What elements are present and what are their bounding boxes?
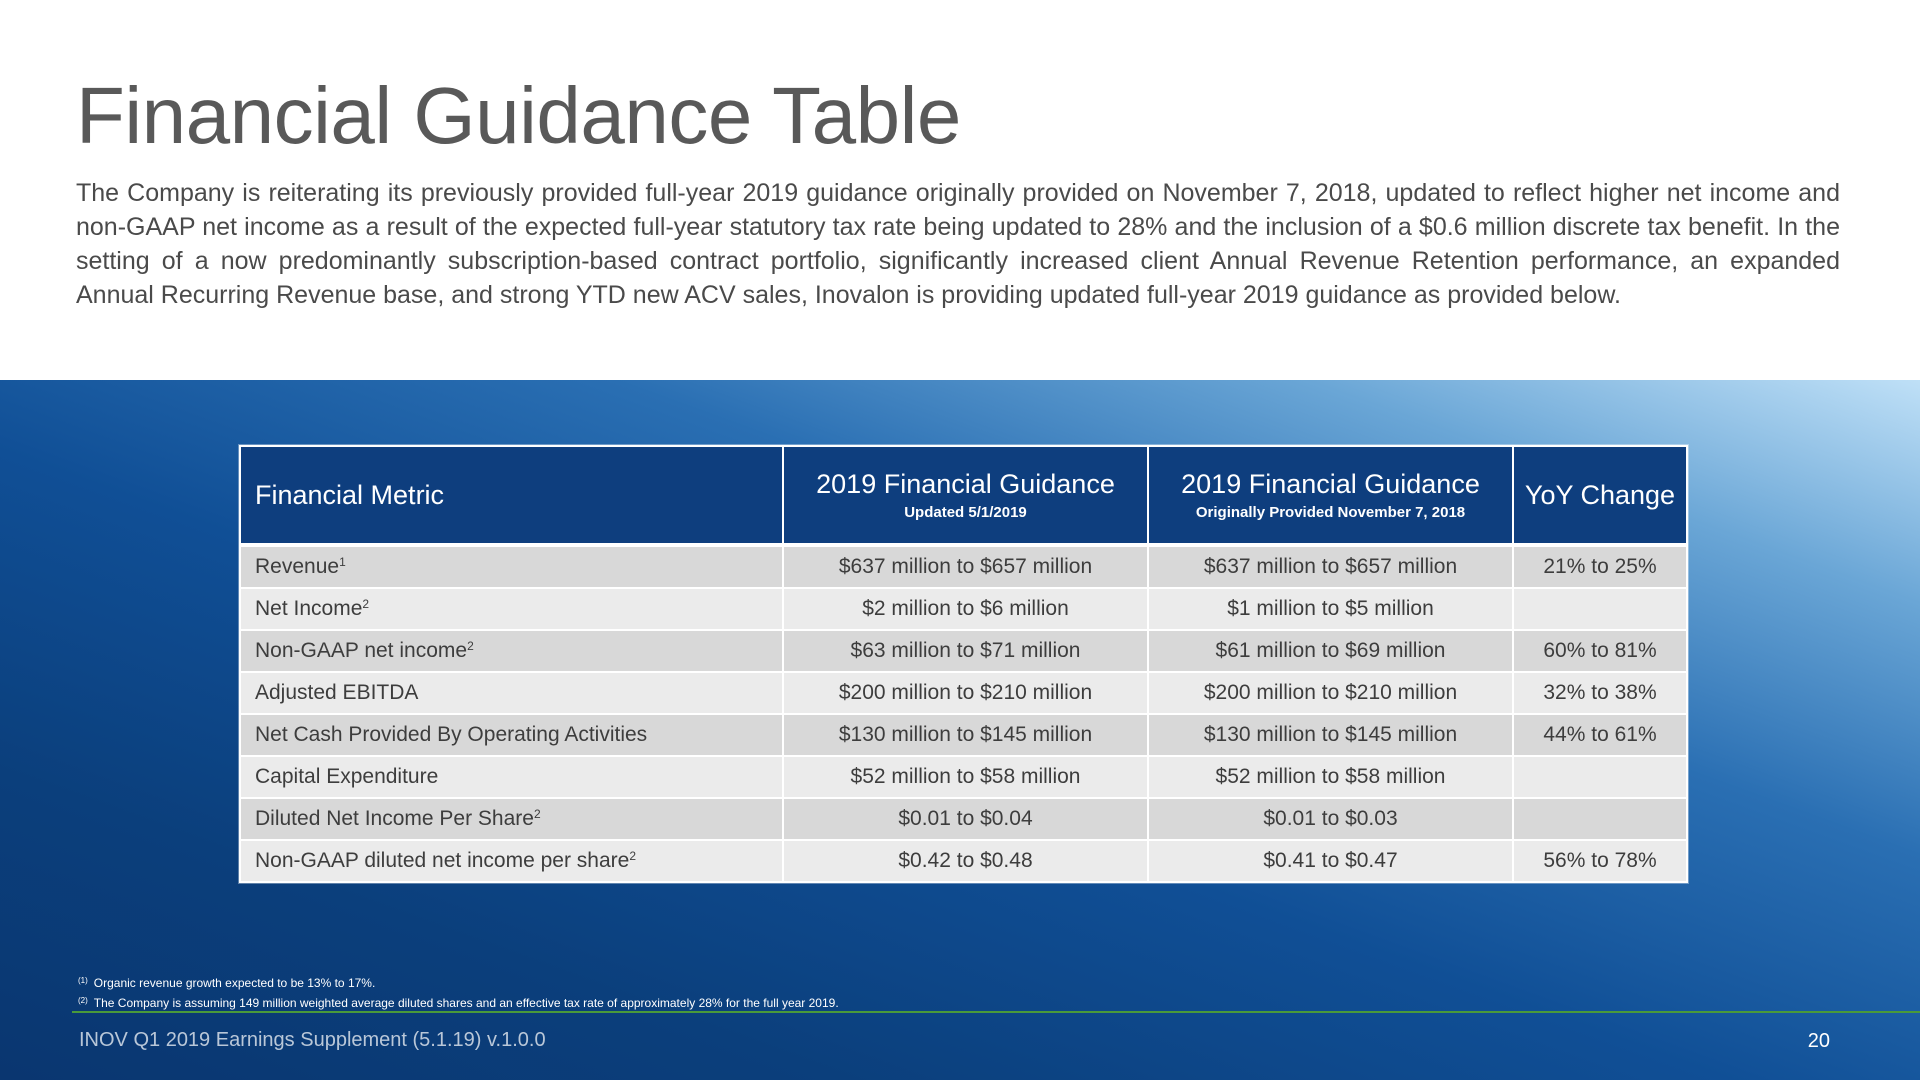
table-row: [240, 545, 1687, 588]
metric-label: Net Cash Provided By Operating Activities: [255, 723, 648, 746]
footnote-reference: 1: [339, 555, 346, 569]
header-updated-title: 2019 Financial Guidance: [816, 468, 1115, 499]
table-header-row: [240, 446, 1687, 545]
footnote-reference: 2: [362, 597, 370, 611]
metric-cell: [240, 588, 783, 630]
metric-label: Capital Expenditure: [255, 765, 439, 788]
updated-guidance-cell: $63 million to $71 million: [783, 630, 1148, 672]
updated-guidance-cell: $0.01 to $0.04: [783, 798, 1148, 840]
updated-guidance-cell: $2 million to $6 million: [783, 588, 1148, 630]
header-original-guidance: [1148, 446, 1513, 545]
updated-guidance-cell: $0.42 to $0.48: [783, 840, 1148, 882]
header-original-title: 2019 Financial Guidance: [1181, 468, 1480, 499]
footnote-1-text: Organic revenue growth expected to be 13% to 17%.: [93, 976, 376, 990]
table-row: [240, 672, 1687, 714]
header-yoy-change: [1513, 446, 1687, 545]
metric-cell: [240, 798, 783, 840]
original-guidance-cell: $61 million to $69 million: [1148, 630, 1513, 672]
table-row: [240, 588, 1687, 630]
metric-label: Revenue: [255, 555, 340, 578]
metric-cell: [240, 756, 783, 798]
table-row: [240, 756, 1687, 798]
header-original-subtitle: Originally Provided November 7, 2018: [1195, 503, 1466, 521]
table-row: [240, 840, 1687, 882]
yoy-change-cell: 44% to 61%: [1513, 714, 1687, 756]
original-guidance-cell: $0.01 to $0.03: [1148, 798, 1513, 840]
yoy-change-cell: 21% to 25%: [1513, 545, 1687, 588]
financial-guidance-table: [239, 445, 1688, 883]
footnote-1-marker: (1): [78, 976, 88, 985]
original-guidance-cell: $637 million to $657 million: [1148, 545, 1513, 588]
yoy-change-cell: 32% to 38%: [1513, 672, 1687, 714]
original-guidance-cell: $200 million to $210 million: [1148, 672, 1513, 714]
original-guidance-cell: $0.41 to $0.47: [1148, 840, 1513, 882]
table-row: [240, 798, 1687, 840]
metric-label: Non-GAAP diluted net income per share: [255, 849, 630, 872]
metric-label: Diluted Net Income Per Share: [255, 807, 534, 830]
footnotes: [78, 972, 839, 1012]
metric-label: Adjusted EBITDA: [255, 681, 419, 704]
header-financial-metric: Financial Metric: [240, 446, 783, 545]
header-updated-guidance: [783, 446, 1148, 545]
updated-guidance-cell: $637 million to $657 million: [783, 545, 1148, 588]
yoy-change-cell: 60% to 81%: [1513, 630, 1687, 672]
footnote-reference: 2: [629, 849, 637, 863]
original-guidance-cell: $1 million to $5 million: [1148, 588, 1513, 630]
footnote-1: [78, 972, 839, 992]
metric-cell: [240, 630, 783, 672]
yoy-change-cell: [1513, 756, 1687, 798]
updated-guidance-cell: $200 million to $210 million: [783, 672, 1148, 714]
yoy-change-cell: 56% to 78%: [1513, 840, 1687, 882]
updated-guidance-cell: $130 million to $145 million: [783, 714, 1148, 756]
footnote-2-text: The Company is assuming 149 million weighted average diluted shares and an effective tax rate of approximately 28% for the full year 2019.: [93, 996, 839, 1010]
yoy-change-cell: [1513, 798, 1687, 840]
table-row: [240, 714, 1687, 756]
metric-cell: [240, 672, 783, 714]
intro-paragraph: The Company is reiterating its previously provided full-year 2019 guidance originally provided on November 7, 2018, updated to reflect higher net income and non-GAAP net income as a result of the expected full-year statutory tax rate being updated to 28% and the inclusion of a $0.6 million discrete tax benefit. In the setting of a now predominantly subscription-based contract portfolio, significantly increased client Annual Revenue Retention performance, an expanded Annual Recurring Revenue base, and strong YTD new ACV sales, Inovalon is providing updated full-year 2019 guidance as provided below.: [76, 179, 1840, 309]
metric-cell: [240, 714, 783, 756]
footer-divider: [72, 1011, 1920, 1013]
original-guidance-cell: $130 million to $145 million: [1148, 714, 1513, 756]
footnote-2-marker: (2): [78, 996, 88, 1005]
footnote-reference: 2: [533, 807, 541, 821]
metric-label: Net Income: [255, 597, 363, 620]
updated-guidance-cell: $52 million to $58 million: [783, 756, 1148, 798]
yoy-change-cell: [1513, 588, 1687, 630]
header-yoy-title: YoY Change: [1524, 479, 1676, 510]
metric-cell: [240, 545, 783, 588]
table-body: [240, 545, 1687, 882]
page-number: 20: [1807, 1030, 1830, 1052]
footnote-2: [78, 992, 839, 1012]
header-updated-subtitle: Updated 5/1/2019: [904, 503, 1027, 521]
footer-label: INOV Q1 2019 Earnings Supplement (5.1.19) v.1.0.0: [79, 1029, 546, 1051]
metric-label: Non-GAAP net income: [255, 639, 468, 662]
metric-cell: [240, 840, 783, 882]
footnote-reference: 2: [467, 639, 474, 653]
original-guidance-cell: $52 million to $58 million: [1148, 756, 1513, 798]
slide-title: Financial Guidance Table: [76, 71, 961, 160]
table-row: [240, 630, 1687, 672]
